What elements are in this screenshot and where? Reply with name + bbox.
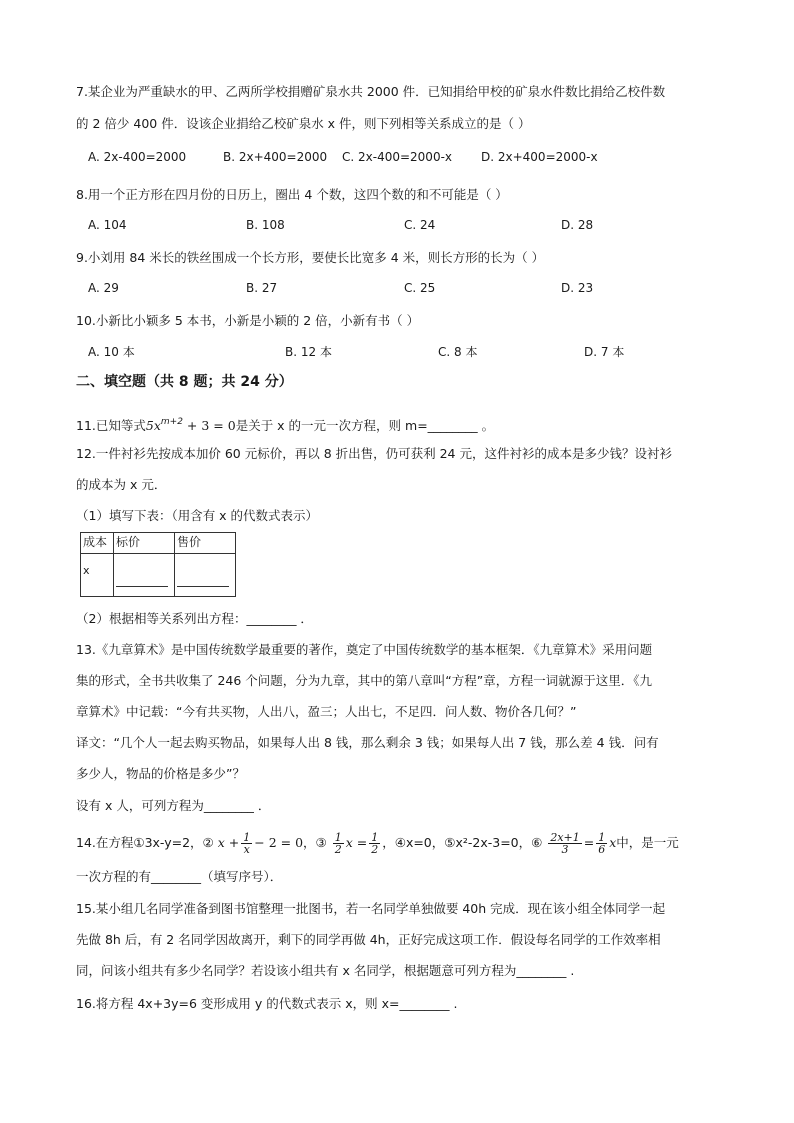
- table-cell-list-price[interactable]: [114, 554, 175, 597]
- q7-line1: 7.某企业为严重缺水的甲、乙两所学校捐赠矿泉水共 2000 件．已知捐给甲校的矿泉水件数比捐给乙校件数: [76, 84, 666, 99]
- q9-option-b[interactable]: B. 27: [246, 281, 278, 295]
- q11-coefficient: 5x: [145, 418, 161, 433]
- q14-eq3-right-fraction: $\frac{1}{2}$: [371, 831, 379, 856]
- q14-part5: 中，是一元: [616, 835, 679, 850]
- q11-prefix: 11.已知等式: [76, 418, 146, 433]
- q14-part1: 14.在方程①3x-y=2，②: [76, 835, 214, 850]
- q11-exponent: m+2: [160, 417, 183, 427]
- q10-option-b[interactable]: B. 12 本: [285, 345, 332, 359]
- q12-part1: （1）填写下表：（用含有 x 的代数式表示）: [76, 508, 319, 523]
- table-header-sale-price: 售价: [175, 533, 236, 554]
- q9-option-d[interactable]: D. 23: [561, 281, 594, 295]
- q11-suffix: 是关于 x 的一元一次方程，则 m=________ 。: [235, 418, 495, 433]
- q14-line1: [76, 830, 679, 856]
- table-header-cost: 成本: [81, 533, 114, 554]
- table-cell-cost: x: [81, 554, 114, 597]
- q7-line2: 的 2 倍少 400 件．设该企业捐给乙校矿泉水 x 件，则下列相等关系成立的是（ ）: [76, 116, 531, 131]
- q10-options: [88, 343, 728, 361]
- q14-part3: ，③: [303, 835, 327, 850]
- q14-eq6-x: x: [609, 835, 617, 850]
- q10-line1: 10.小新比小颖多 5 本书，小新是小颖的 2 倍，小新有书（ ）: [76, 313, 420, 328]
- q14-eq6-equals: =: [583, 835, 595, 850]
- q10-option-c[interactable]: C. 8 本: [438, 345, 478, 359]
- q16-line1: 16.将方程 4x+3y=6 变形成用 y 的代数式表示 x，则 x=________ .: [76, 996, 458, 1011]
- q8-option-c[interactable]: C. 24: [404, 218, 436, 232]
- q7-option-c[interactable]: C. 2x-400=2000-x: [342, 150, 453, 164]
- q14-eq2-fraction: $\frac{1}{x}$: [243, 831, 251, 856]
- q14-eq3-left-fraction: $\frac{1}{2}$: [334, 831, 342, 856]
- q14-eq6-left-fraction: $\frac{2x+1}{3}$: [550, 831, 580, 856]
- q13-line2: 集的形式，全书共收集了 246 个问题，分为九章，其中的第八章叫“方程”章，方程一词就源于这里．《九: [76, 673, 653, 688]
- q13-line6: 设有 x 人，可列方程为________ ．: [76, 798, 271, 813]
- answer-blank[interactable]: [116, 572, 168, 587]
- q8-options: [88, 218, 728, 236]
- q15-line1: 15.某小组几名同学准备到图书馆整理一批图书，若一名同学单独做要 40h 完成．现在该小组全体同学一起: [76, 901, 666, 916]
- q13-line1: 13.《九章算术》是中国传统数学最重要的著作，奠定了中国传统数学的基本框架．《九章算术》采用问题: [76, 642, 653, 657]
- q12-line1: 12.一件衬衫先按成本加价 60 元标价，再以 8 折出售，仍可获利 24 元，这件衬衫的成本是多少钱？设衬衫: [76, 446, 672, 461]
- q8-option-b[interactable]: B. 108: [246, 218, 285, 232]
- q7-option-d[interactable]: D. 2x+400=2000-x: [481, 150, 598, 164]
- q12-part2: （2）根据相等关系列出方程：________ ．: [76, 611, 313, 626]
- q8-line1: 8.用一个正方形在四月份的日历上，圈出 4 个数，这四个数的和不可能是（ ）: [76, 187, 508, 202]
- q9-option-a[interactable]: A. 29: [88, 281, 119, 295]
- q11-equation: + 3 = 0: [182, 418, 236, 433]
- q12-table: [80, 532, 236, 597]
- q14-line2: 一次方程的有________（填写序号）．: [76, 869, 283, 884]
- q7-option-b[interactable]: B. 2x+400=2000: [223, 150, 328, 164]
- table-cell-sale-price[interactable]: [175, 554, 236, 597]
- q7-options: [88, 150, 728, 168]
- q7-option-a[interactable]: A. 2x-400=2000: [88, 150, 187, 164]
- table-header-list-price: 标价: [114, 533, 175, 554]
- q14-eq2-a: x +: [217, 835, 240, 850]
- table-header-row: [81, 533, 236, 554]
- q14-eq6-right-fraction: $\frac{1}{6}$: [598, 831, 606, 856]
- q10-option-a[interactable]: A. 10 本: [88, 345, 135, 359]
- q8-option-d[interactable]: D. 28: [561, 218, 594, 232]
- q8-option-a[interactable]: A. 104: [88, 218, 127, 232]
- q12-line2: 的成本为 x 元．: [76, 477, 167, 492]
- q11-line: [76, 413, 494, 435]
- q13-line3: 章算术》中记载：“今有共买物，人出八，盈三；人出七，不足四．问人数、物价各几何？”: [76, 704, 577, 719]
- q15-line2: 先做 8h 后，有 2 名同学因故离开，剩下的同学再做 4h，正好完成这项工作．假设每名同学的工作效率相: [76, 932, 661, 947]
- q14-part4: ，④x=0，⑤x²-2x-3=0，⑥: [382, 835, 543, 850]
- q14-eq3-a: x =: [345, 835, 368, 850]
- q9-options: [88, 281, 728, 299]
- section-heading: 二、填空题（共 8 题；共 24 分）: [76, 374, 293, 390]
- q14-eq2-b: − 2 = 0: [254, 835, 304, 850]
- q10-option-d[interactable]: D. 7 本: [584, 345, 625, 359]
- q13-line5: 多少人，物品的价格是多少”？: [76, 766, 245, 781]
- q15-line3: 同，问该小组共有多少名同学？若设该小组共有 x 名同学，根据题意可列方程为________ .: [76, 963, 575, 978]
- answer-blank[interactable]: [177, 572, 229, 587]
- q13-line4: 译文：“几个人一起去购买物品，如果每人出 8 钱，那么剩余 3 钱；如果每人出 7 钱，那么差 4 钱．问有: [76, 735, 659, 750]
- q9-line1: 9.小刘用 84 米长的铁丝围成一个长方形，要使长比宽多 4 米，则长方形的长为（ ）: [76, 250, 545, 265]
- table-row: [81, 554, 236, 597]
- q9-option-c[interactable]: C. 25: [404, 281, 436, 295]
